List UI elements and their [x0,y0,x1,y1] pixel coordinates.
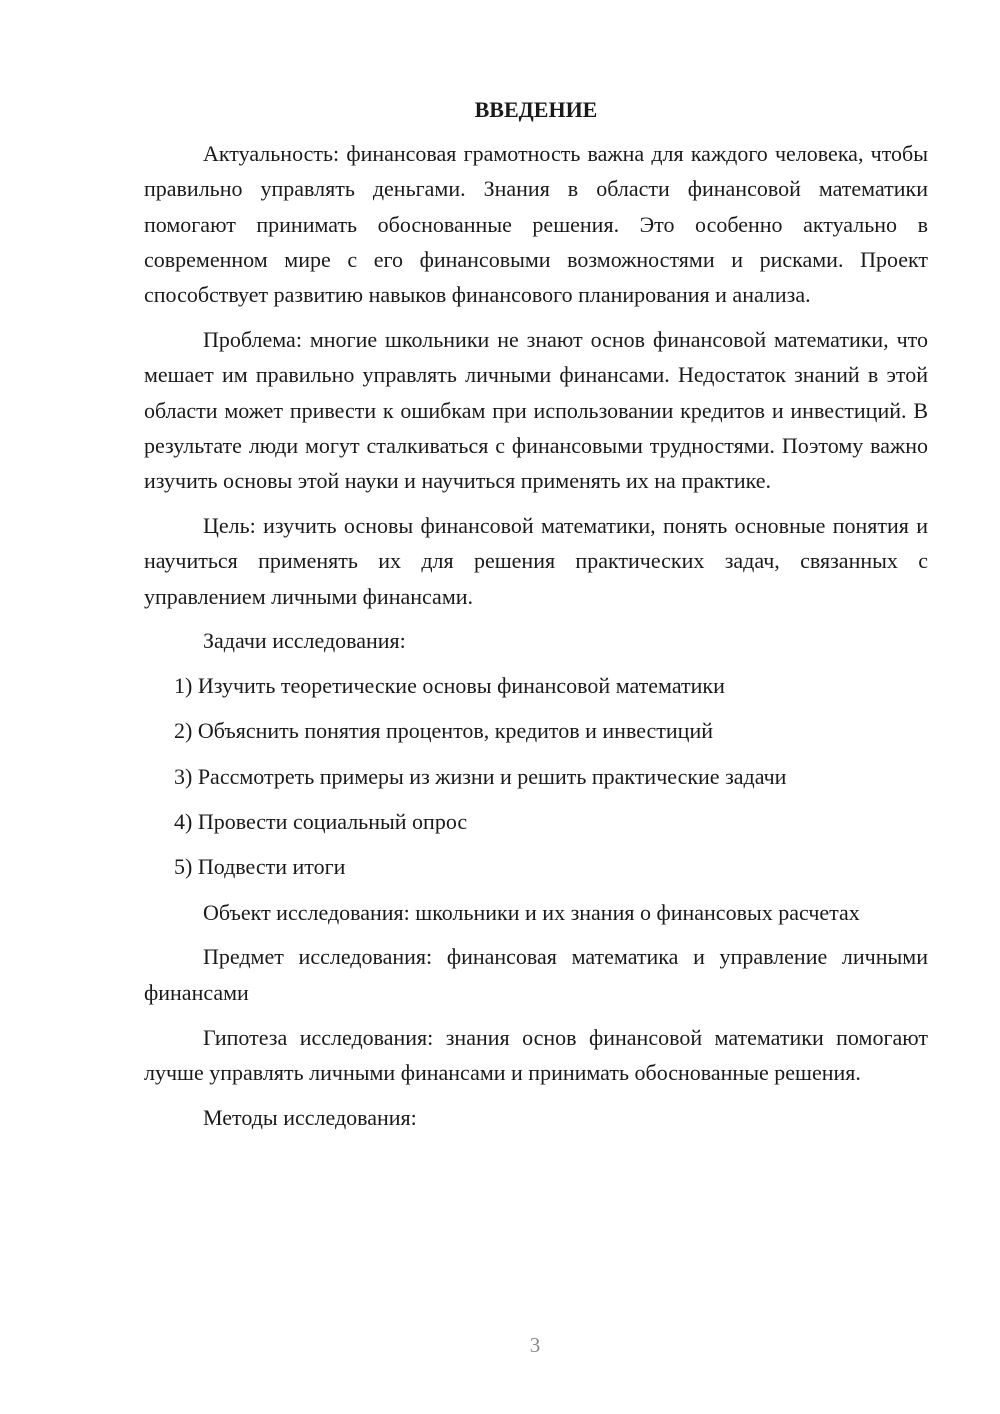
paragraph-hypothesis: Гипотеза исследования: знания основ финансовой математики помогают лучше управлять личными финансами и принимать обоснованные решения. [144,1024,928,1085]
paragraph-subject: Предмет исследования: финансовая математика и управление личными финансами [144,944,928,1005]
paragraph-goal: Цель: изучить основы финансовой математики, понять основные понятия и научиться применять их для решения практических задач, связанных с управлением личными финансами. [144,512,928,609]
tasks-list [144,668,928,884]
document-page [144,92,928,1144]
list-item: 4) Провести социальный опрос [174,809,468,835]
page-number: 3 [529,1333,541,1357]
section-heading: ВВЕДЕНИЕ [474,97,598,122]
paragraph-methods-title: Методы исследования: [203,1104,417,1130]
list-item: 5) Подвести итоги [174,854,346,880]
list-item: 1) Изучить теоретические основы финансовой математики [174,673,725,699]
paragraph-tasks-title: Задачи исследования: [203,628,406,654]
paragraph-problem: Проблема: многие школьники не знают основ финансовой математики, что мешает им правильно управлять личными финансами. Недостаток знаний в этой области может привести к ошибкам при использовании кредитов и инвестиций. В результате люди могут сталкиваться с финансовыми трудностями. Поэтому важно изучить основы этой науки и научиться применять их на практике. [144,326,928,494]
paragraph-object: Объект исследования: школьники и их знания о финансовых расчетах [203,899,860,925]
list-item: 3) Рассмотреть примеры из жизни и решить практические задачи [174,763,787,789]
list-item: 2) Объяснить понятия процентов, кредитов и инвестиций [174,718,713,744]
paragraph-relevance: Актуальность: финансовая грамотность важна для каждого человека, чтобы правильно управлять деньгами. Знания в области финансовой математики помогают принимать обоснованные решения. Это особенно актуально в современном мире с его финансовыми возможностями и рисками. Проект способствует развитию навыков финансового планирования и анализа. [144,141,928,308]
